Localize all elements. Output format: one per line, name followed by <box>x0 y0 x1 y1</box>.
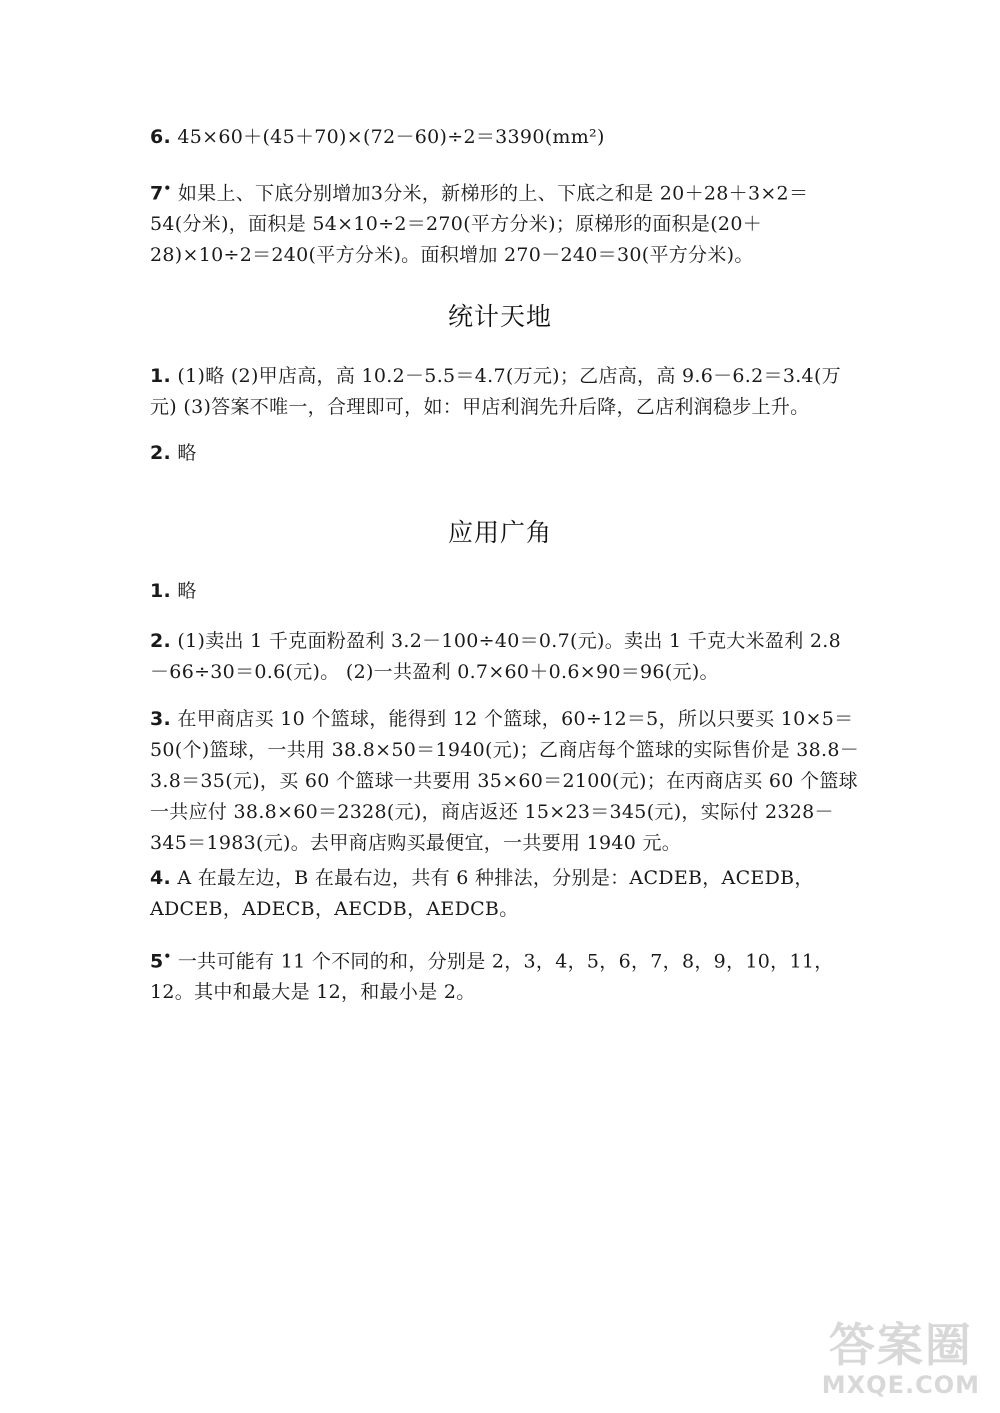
answer-number: 5 <box>150 950 164 973</box>
answer-7 <box>150 173 860 271</box>
app-answer-2 <box>150 626 860 688</box>
app-answer-3 <box>150 704 860 859</box>
stat-answer-1 <box>150 361 860 423</box>
answer-text: 略 <box>177 580 197 602</box>
answer-number: 1. <box>150 580 172 602</box>
app-answer-4 <box>150 863 860 925</box>
answer-number: 7 <box>150 182 164 205</box>
stat-answer-2 <box>150 438 860 469</box>
star-mark: • <box>163 181 172 195</box>
answer-text: 如果上、下底分别增加3分米，新梯形的上、下底之和是 20＋28＋3×2＝54(分米)，面积是 54×10÷2＝270(平方分米)；原梯形的面积是(20＋28)×10÷2＝240(平方分米)。面积增加 270－240＝30(平方分米)。 <box>150 182 809 267</box>
app-answer-1 <box>150 576 860 607</box>
answer-text: A 在最左边，B 在最右边，共有 6 种排法，分别是：ACDEB，ACEDB，ADCEB，ADECB，AECDB，AEDCB。 <box>150 867 814 920</box>
answer-text: 略 <box>177 442 197 464</box>
answer-text: (1)卖出 1 千克面粉盈利 3.2－100÷40＝0.7(元)。卖出 1 千克大米盈利 2.8－66÷30＝0.6(元)。 (2)一共盈利 0.7×60＋0.6×90＝96(元)。 <box>150 630 841 683</box>
star-mark: • <box>163 949 172 963</box>
answer-number: 4. <box>150 867 172 889</box>
answer-text: (1)略 (2)甲店高，高 10.2－5.5＝4.7(万元)；乙店高，高 9.6－6.2＝3.4(万元) (3)答案不唯一，合理即可，如：甲店利润先升后降，乙店利润稳步上升。 <box>150 365 841 418</box>
watermark-text: 答案圈 <box>828 1318 973 1372</box>
section-title-application: 应用广角 <box>447 518 552 547</box>
app-answer-5 <box>150 941 860 1008</box>
answer-6 <box>150 122 860 153</box>
answer-text: 45×60＋(45＋70)×(72－60)÷2＝3390(mm²) <box>177 126 605 148</box>
answer-number: 3. <box>150 708 172 730</box>
answer-text: 在甲商店买 10 个篮球，能得到 12 个篮球，60÷12＝5，所以只要买 10×5＝50(个)篮球，一共用 38.8×50＝1940(元)；乙商店每个篮球的实际售价是 38.8－3.8＝35(元)，买 60 个篮球一共要用 35×60＝2100(元)；在丙商店买 60 个篮球一共应付 38.8×60＝2328(元)，商店返还 15×23＝345(元)，实际付 2328－345＝1983(元)。去甲商店购买最便宜，一共要用 1940 元。 <box>150 708 860 854</box>
watermark-url: MXQE.COM <box>821 1371 980 1399</box>
answer-number: 1. <box>150 365 172 387</box>
answer-text: 一共可能有 11 个不同的和，分别是 2，3，4，5，6，7，8，9，10，11，12。其中和最大是 12，和最小是 2。 <box>150 950 834 1004</box>
section-title-statistics: 统计天地 <box>447 302 552 331</box>
answer-number: 6. <box>150 126 172 148</box>
answer-number: 2. <box>150 630 172 652</box>
watermark-logo <box>822 1319 980 1399</box>
answer-number: 2. <box>150 442 172 464</box>
